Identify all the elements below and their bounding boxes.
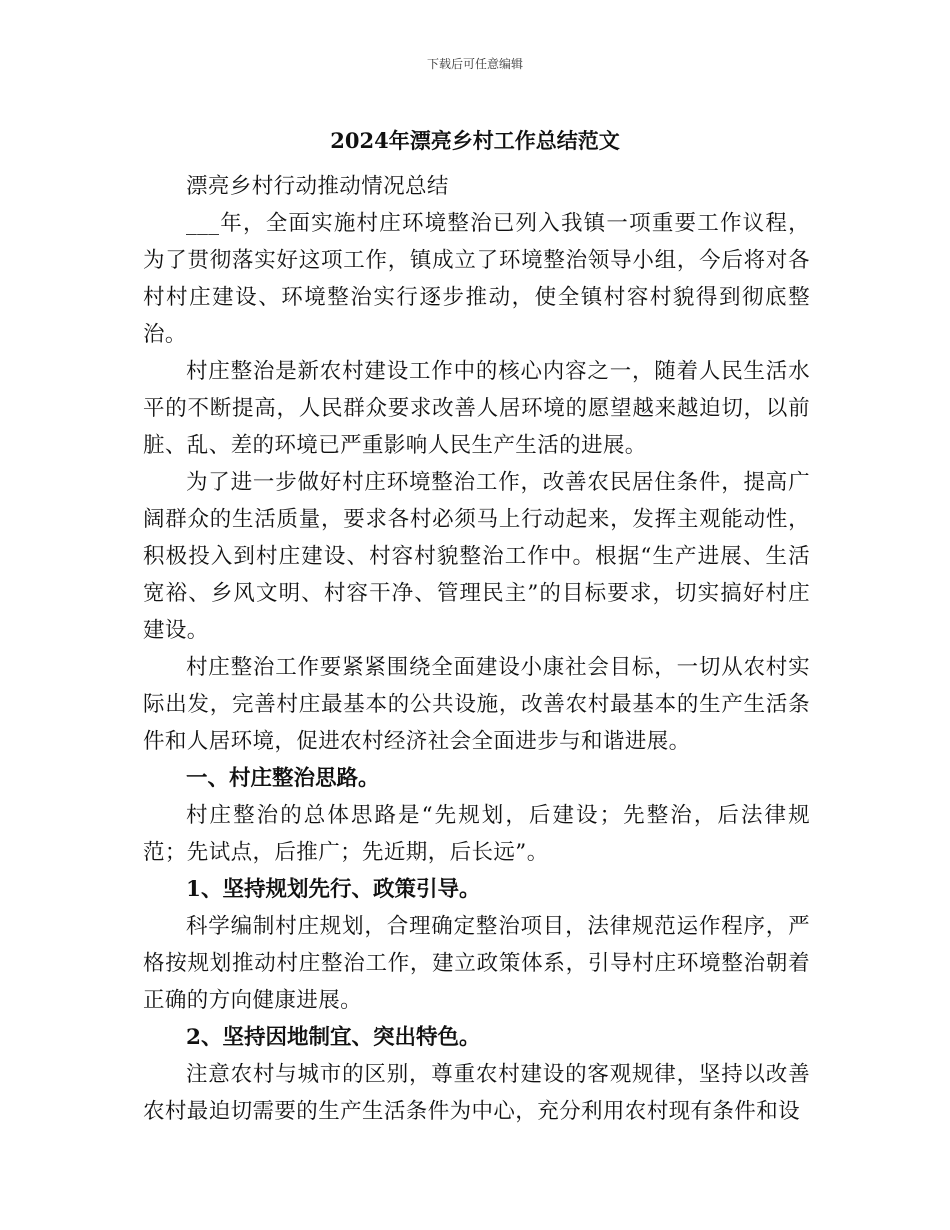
paragraph-7: 注意农村与城市的区别，尊重农村建设的客观规律，坚持以改善农村最迫切需要的生产生活条件为中心，充分利用农村现有条件和设 [143,1062,810,1124]
page-header-note: 下载后可任意编辑 [426,57,523,71]
paragraph-3: 为了进一步做好村庄环境整治工作，改善农民居住条件，提高广阔群众的生活质量，要求各村必须马上行动起来，发挥主观能动性，积极投入到村庄建设、村容村貌整治工作中。根据“生产进展、生活宽裕、乡风文明、村容干净、管理民主”的目标要求，切实搞好村庄建设。 [143,470,810,643]
subsection-heading-2: 2、坚持因地制宜、突出特色。 [186,1025,481,1050]
paragraph-4: 村庄整治工作要紧紧围绕全面建设小康社会目标，一切从农村实际出发，完善村庄最基本的公共设施，改善农村最基本的生产生活条件和人居环境，促进农村经济社会全面进步与和谐进展。 [143,655,810,754]
document-body [143,168,810,1130]
paragraph-1: ___年，全面实施村庄环境整治已列入我镇一项重要工作议程，为了贯彻落实好这项工作，镇成立了环境整治领导小组，今后将对各村村庄建设、环境整治实行逐步推动，使全镇村容村貌得到彻底整治。 [143,211,810,347]
section-heading-1: 一、村庄整治思路。 [186,766,380,791]
subtitle-paragraph: 漂亮乡村行动推动情况总结 [186,174,449,199]
paragraph-6: 科学编制村庄规划，合理确定整治项目，法律规范运作程序，严格按规划推动村庄整治工作，建立政策体系，引导村庄环境整治朝着正确的方向健康进展。 [143,914,810,1013]
paragraph-5: 村庄整治的总体思路是“先规划，后建设；先整治，后法律规范；先试点，后推广；先近期，后长远”。 [143,803,810,865]
subsection-heading-1: 1、坚持规划先行、政策引导。 [186,877,481,902]
document-title: 2024年漂亮乡村工作总结范文 [330,128,620,153]
paragraph-2: 村庄整治是新农村建设工作中的核心内容之一，随着人民生活水平的不断提高，人民群众要求改善人居环境的愿望越来越迫切，以前脏、乱、差的环境已严重影响人民生产生活的进展。 [143,359,810,458]
